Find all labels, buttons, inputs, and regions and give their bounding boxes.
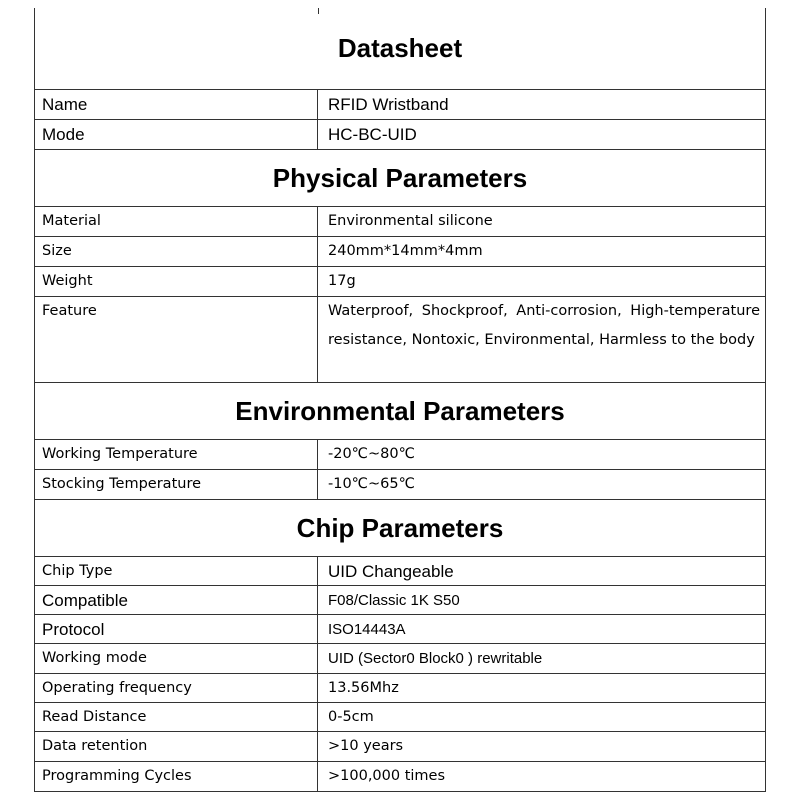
table-row bbox=[34, 674, 766, 703]
row-label: Feature bbox=[34, 297, 318, 382]
row-value: >10 years bbox=[328, 738, 404, 754]
table-row bbox=[34, 557, 766, 586]
row-value: -20℃~80℃ bbox=[328, 446, 415, 462]
row-value: RFID Wristband bbox=[328, 95, 449, 114]
row-label: Protocol bbox=[34, 615, 318, 643]
table-row bbox=[34, 470, 766, 500]
title-row bbox=[34, 8, 766, 90]
table-row bbox=[34, 615, 766, 644]
row-label: Working mode bbox=[34, 644, 318, 673]
row-label: Operating frequency bbox=[34, 674, 318, 702]
row-value: -10℃~65℃ bbox=[328, 476, 415, 492]
row-value: UID (Sector0 Block0 ) rewritable bbox=[328, 650, 543, 667]
section-header-physical bbox=[34, 150, 766, 207]
page-title: Datasheet bbox=[337, 33, 463, 63]
table-row bbox=[34, 703, 766, 732]
row-label: Mode bbox=[34, 120, 318, 149]
row-label: Material bbox=[34, 207, 318, 236]
table-row bbox=[34, 732, 766, 762]
table-row bbox=[34, 440, 766, 470]
table-row-mode bbox=[34, 120, 766, 150]
section-title: Chip Parameters bbox=[296, 512, 504, 543]
row-label: Read Distance bbox=[34, 703, 318, 731]
row-label: Chip Type bbox=[34, 557, 318, 585]
section-title: Environmental Parameters bbox=[235, 395, 565, 426]
row-value: Environmental silicone bbox=[328, 213, 493, 229]
row-label: Working Temperature bbox=[34, 440, 318, 469]
row-value: >100,000 times bbox=[328, 768, 446, 784]
table-row bbox=[34, 237, 766, 267]
row-value: 0-5cm bbox=[328, 709, 374, 725]
row-label: Name bbox=[34, 90, 318, 119]
row-label: Compatible bbox=[34, 586, 318, 614]
table-row bbox=[34, 762, 766, 792]
row-value: Waterproof, Shockproof, Anti-corrosion, High-temperature resistance, Nontoxic, Environmental, Harmless to the body bbox=[328, 303, 760, 348]
section-header-chip bbox=[34, 500, 766, 557]
row-label: Programming Cycles bbox=[34, 762, 318, 791]
row-value: F08/Classic 1K S50 bbox=[328, 592, 460, 609]
section-title: Physical Parameters bbox=[272, 162, 528, 193]
table-row bbox=[34, 207, 766, 237]
row-value: 13.56Mhz bbox=[328, 680, 399, 696]
row-label: Data retention bbox=[34, 732, 318, 761]
row-label: Size bbox=[34, 237, 318, 266]
row-value: 17g bbox=[328, 273, 356, 289]
section-header-environmental bbox=[34, 383, 766, 440]
row-value: 240mm*14mm*4mm bbox=[328, 243, 483, 259]
table-row bbox=[34, 267, 766, 297]
table-row-feature bbox=[34, 297, 766, 383]
row-value: UID Changeable bbox=[328, 562, 454, 581]
table-row bbox=[34, 644, 766, 674]
row-label: Weight bbox=[34, 267, 318, 296]
row-value: ISO14443A bbox=[328, 621, 406, 638]
table-row bbox=[34, 586, 766, 615]
table-row-name bbox=[34, 90, 766, 120]
row-value: HC-BC-UID bbox=[328, 125, 417, 144]
row-label: Stocking Temperature bbox=[34, 470, 318, 499]
